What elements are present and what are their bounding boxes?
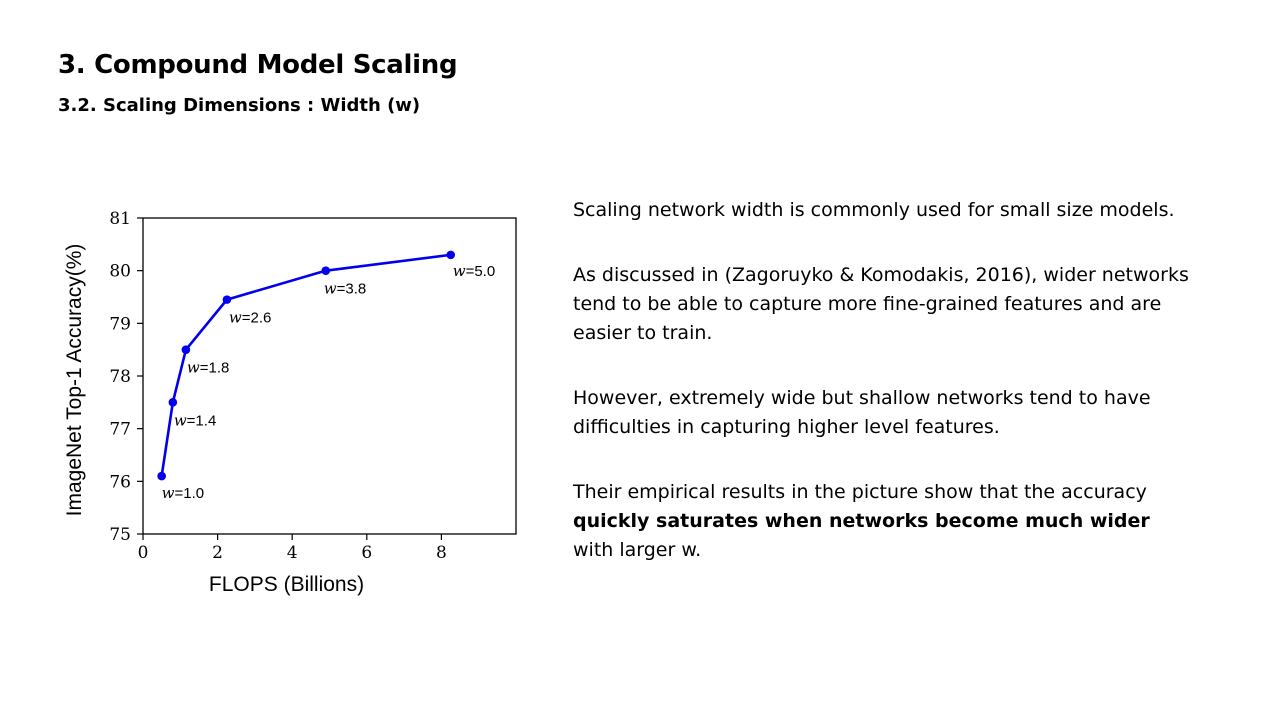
data-label: w=1.4 (173, 411, 217, 430)
y-axis-label: ImageNet Top-1 Accuracy(%) (63, 243, 86, 517)
paragraph-3: However, extremely wide but shallow networks tend to have difficulties in capturing higher level features. (573, 387, 1151, 438)
data-label: w=3.8 (323, 279, 367, 298)
x-tick-label: 6 (361, 543, 373, 563)
y-tick-label: 75 (109, 525, 131, 545)
x-tick-label: 0 (137, 543, 149, 563)
paragraph-1: Scaling network width is commonly used for small size models. (573, 199, 1175, 221)
data-point (169, 398, 178, 407)
y-tick-label: 79 (109, 314, 131, 335)
slide-title: 3. Compound Model Scaling (58, 50, 458, 80)
x-axis-label: FLOPS (Billions) (208, 573, 365, 596)
y-tick-label: 77 (109, 419, 131, 440)
data-point (446, 251, 455, 260)
slide-subtitle: 3.2. Scaling Dimensions : Width (w) (58, 95, 421, 116)
y-tick-label: 78 (109, 367, 131, 387)
y-tick-label: 81 (109, 209, 131, 229)
data-point (321, 266, 330, 275)
data-label: w=1.8 (186, 358, 230, 377)
x-tick-label: 4 (286, 543, 298, 563)
paragraph-4 (573, 478, 1193, 565)
y-tick-label: 80 (109, 261, 131, 282)
x-tick-label: 2 (212, 543, 224, 563)
paragraph-4-start: Their empirical results in the picture show that the accuracy (573, 481, 1147, 503)
paragraph-2: As discussed in (Zagoruyko & Komodakis, 2016), wider networks tend to be able to capture more fine-grained features and are easier to train. (573, 264, 1189, 344)
y-tick-label: 76 (109, 472, 131, 493)
data-point (157, 472, 166, 481)
data-label: w=1.0 (161, 484, 205, 503)
chart (58, 195, 538, 615)
data-label: w=2.6 (228, 308, 272, 327)
paragraph-4-end: with larger w. (573, 539, 702, 561)
data-point (182, 345, 191, 354)
data-point (223, 295, 232, 304)
text-column (573, 196, 1193, 565)
chart-svg (58, 195, 538, 615)
data-label: w=5.0 (452, 261, 496, 280)
x-tick-label: 8 (435, 543, 447, 563)
paragraph-4-emphasis: quickly saturates when networks become much wider (573, 510, 1150, 532)
